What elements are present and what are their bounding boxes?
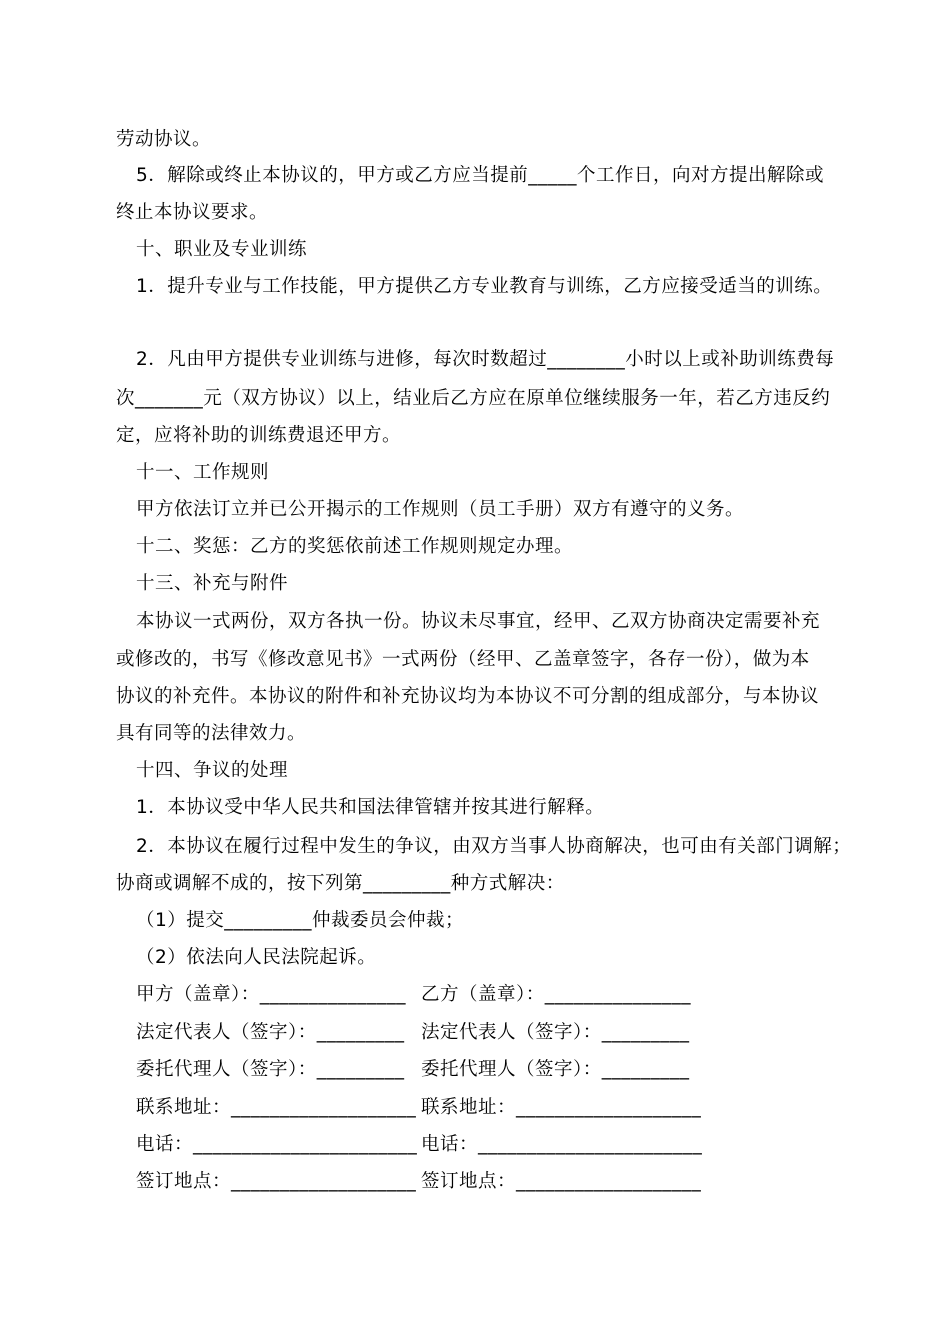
text-line: （2）依法向人民法院起诉。	[136, 947, 377, 968]
party-b-sign-place-field: 签订地点：___________________	[421, 1171, 702, 1192]
section-heading: 十、职业及专业训练	[136, 239, 308, 260]
party-b-address-field: 联系地址：___________________	[421, 1097, 702, 1118]
text-line: 本协议一式两份，双方各执一份。协议未尽事宜，经甲、乙双方协商决定需要补充	[136, 611, 821, 632]
text-line: 1．本协议受中华人民共和国法律管辖并按其进行解释。	[136, 797, 605, 818]
text-line: （1）提交_________仲裁委员会仲裁；	[136, 910, 465, 931]
text-line: 定，应将补助的训练费退还甲方。	[116, 425, 402, 446]
party-a-legal-rep-field: 法定代表人（签字）：_________	[136, 1022, 405, 1043]
section-heading: 十二、奖惩：乙方的奖惩依前述工作规则规定办理。	[136, 536, 574, 557]
text-line: 次_______元（双方协议）以上，结业后乙方应在原单位继续服务一年，若乙方违反约	[116, 388, 831, 409]
text-line: 劳动协议。	[116, 129, 212, 150]
party-b-legal-rep-field: 法定代表人（签字）：_________	[421, 1022, 690, 1043]
text-line: 或修改的，书写《修改意见书》一式两份（经甲、乙盖章签字，各存一份），做为本	[116, 649, 810, 670]
party-b-phone-field: 电话：_______________________	[421, 1134, 703, 1155]
text-line: 协议的补充件。本协议的附件和补充协议均为本协议不可分割的组成部分，与本协议	[116, 686, 820, 707]
text-line: 1．提升专业与工作技能，甲方提供乙方专业教育与训练，乙方应接受适当的训练。	[136, 276, 833, 297]
party-b-seal-field: 乙方（盖章）：_______________	[421, 984, 692, 1005]
party-a-address-field: 联系地址：___________________	[136, 1097, 417, 1118]
section-heading: 十三、补充与附件	[136, 573, 289, 594]
text-line: 协商或调解不成的，按下列第_________种方式解决：	[116, 873, 565, 894]
party-a-agent-field: 委托代理人（签字）：_________	[136, 1059, 405, 1080]
party-a-phone-field: 电话：_______________________	[136, 1134, 418, 1155]
text-line: 具有同等的法律效力。	[116, 723, 307, 744]
text-line: 甲方依法订立并已公开揭示的工作规则（员工手册）双方有遵守的义务。	[136, 499, 745, 520]
party-b-agent-field: 委托代理人（签字）：_________	[421, 1059, 690, 1080]
text-line: 2．本协议在履行过程中发生的争议，由双方当事人协商解决，也可由有关部门调解；	[136, 836, 852, 857]
text-line: 2．凡由甲方提供专业训练与进修，每次时数超过________小时以上或补助训练费每	[136, 349, 835, 370]
party-a-seal-field: 甲方（盖章）：_______________	[136, 984, 407, 1005]
text-line: 5．解除或终止本协议的，甲方或乙方应当提前_____个工作日，向对方提出解除或	[136, 165, 825, 186]
section-heading: 十一、工作规则	[136, 462, 270, 483]
party-a-sign-place-field: 签订地点：___________________	[136, 1171, 417, 1192]
section-heading: 十四、争议的处理	[136, 760, 289, 781]
text-line: 终止本协议要求。	[116, 202, 269, 223]
